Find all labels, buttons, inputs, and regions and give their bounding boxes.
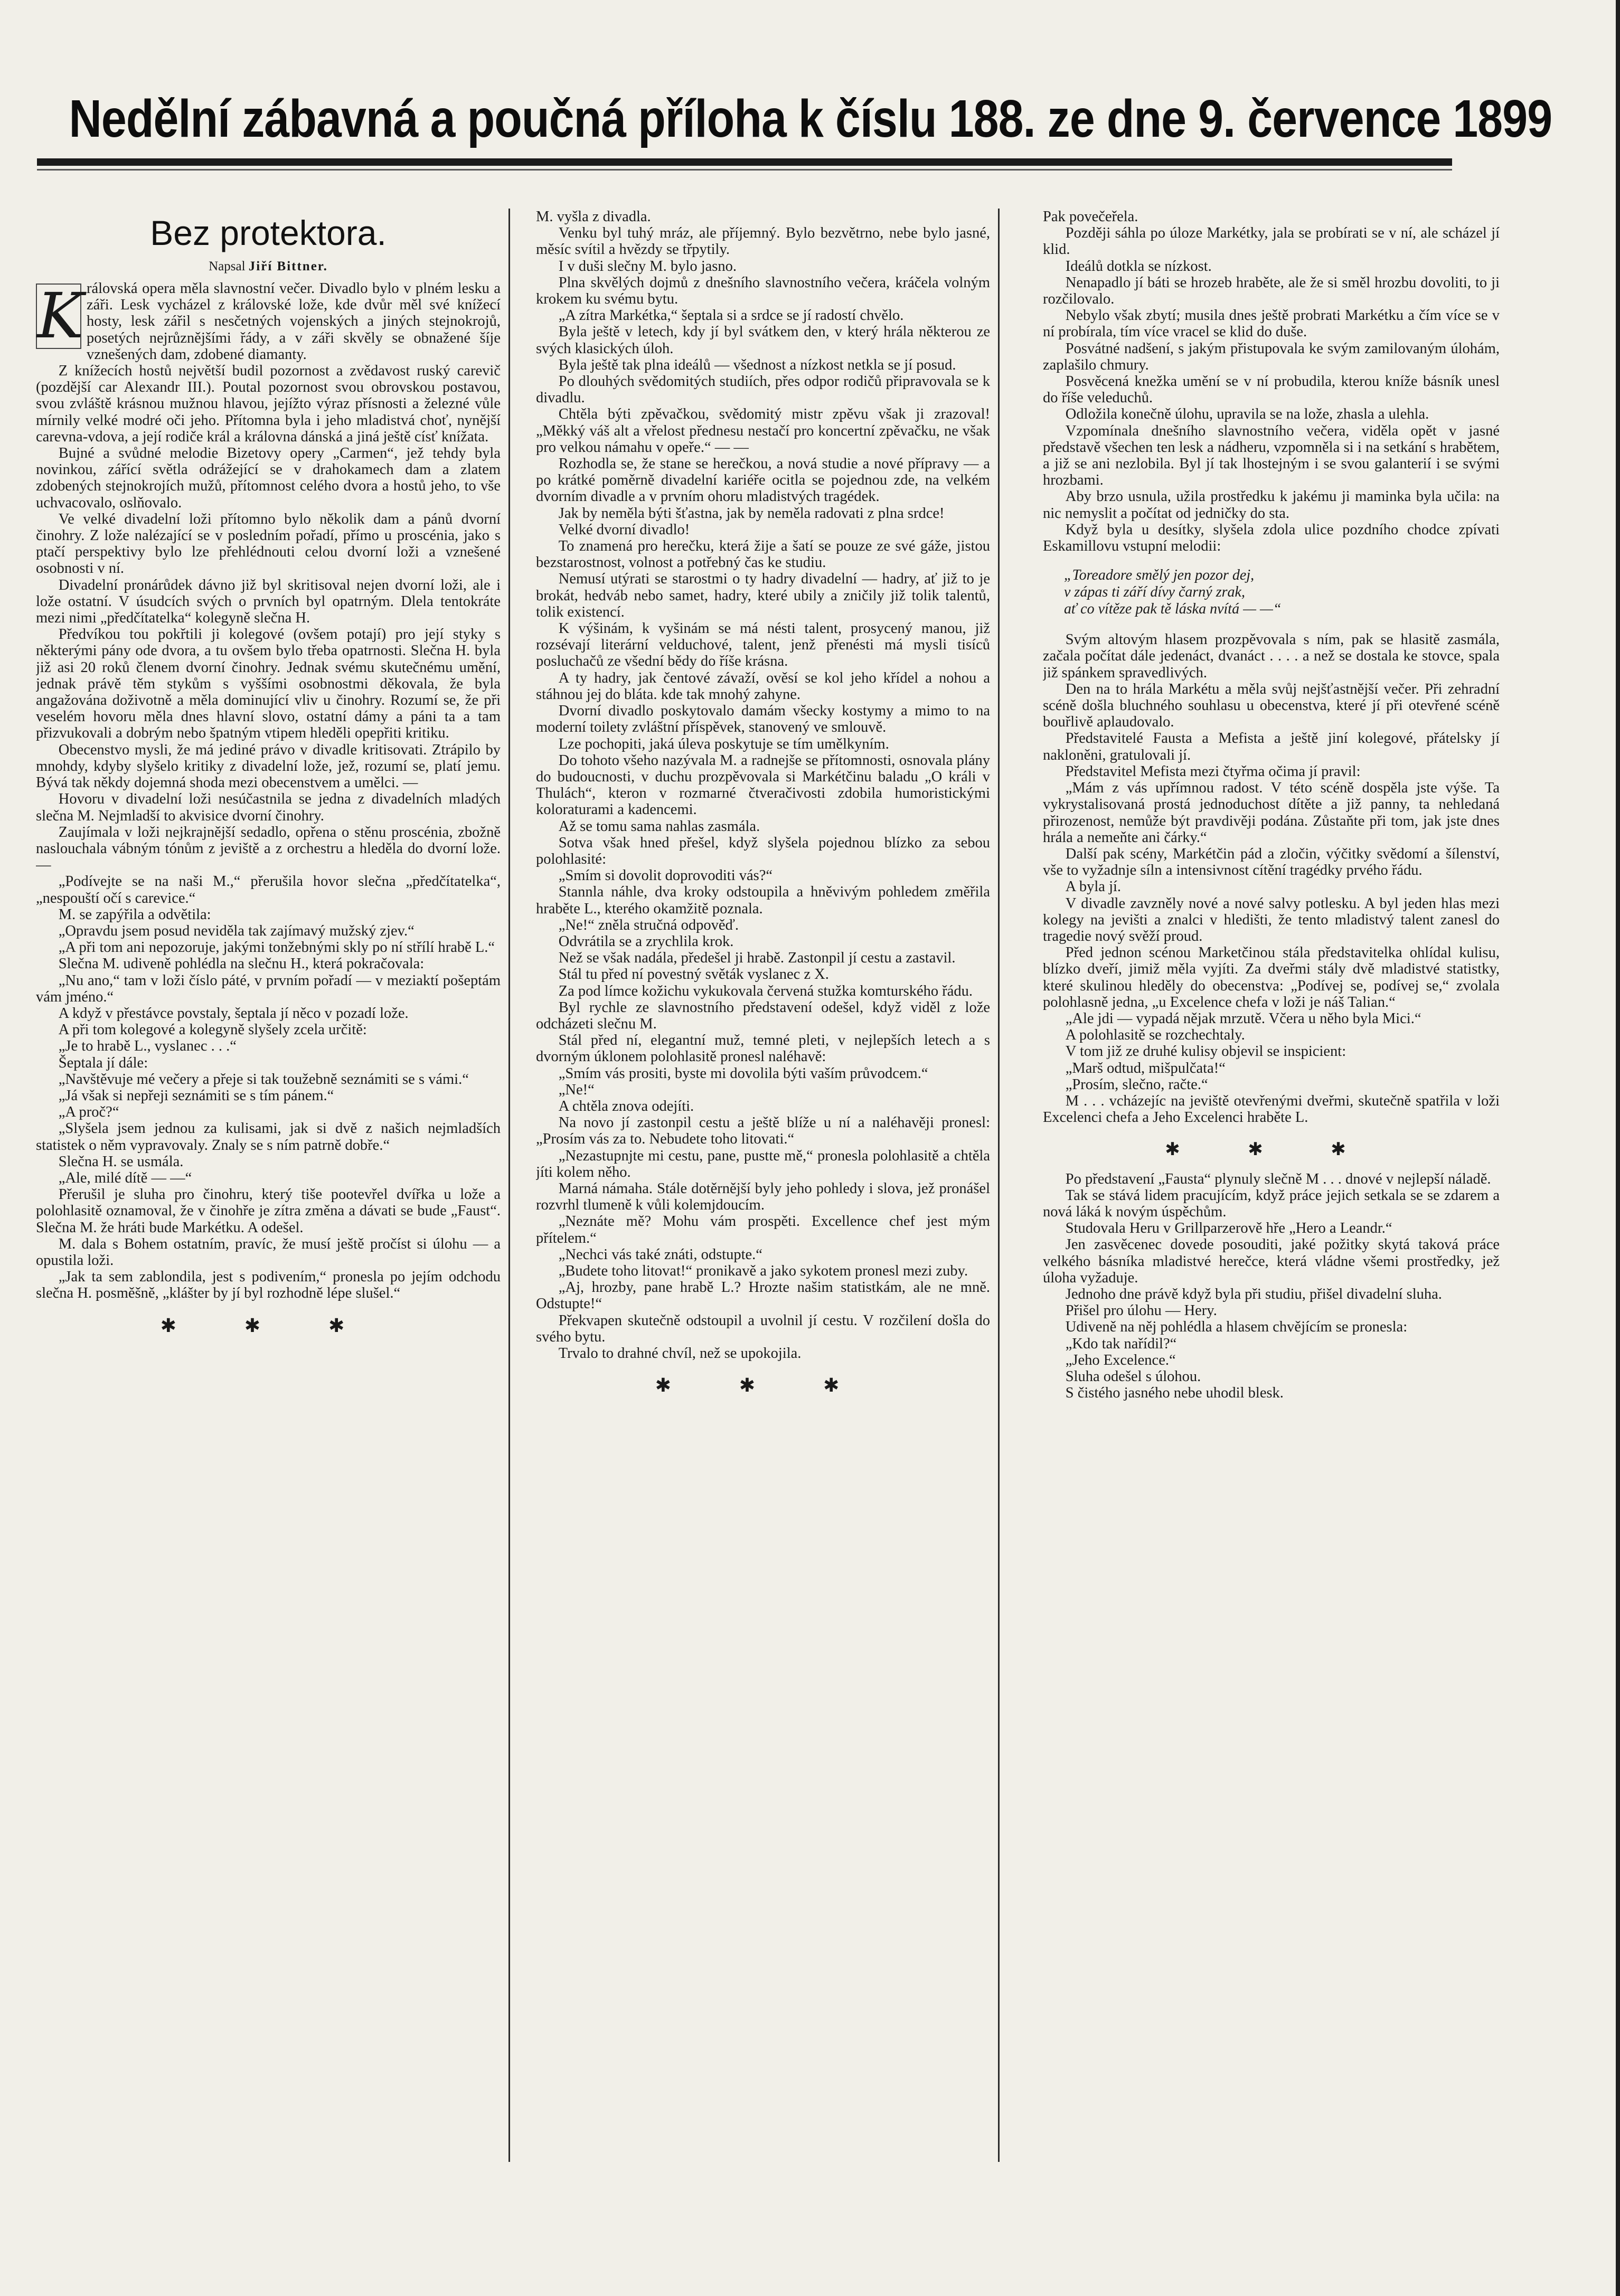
- column-divider: [998, 209, 1000, 2162]
- paragraph: „Ale jdi — vypadá nějak mrzutě. Včera u něho byla Mici.“: [1065, 1010, 1421, 1027]
- paragraph: Jednoho dne právě když byla při studiu, přišel divadelní sluha.: [1065, 1286, 1442, 1302]
- paragraph: Nenapadlo jí báti se hrozeb hraběte, ale že si směl hrozbu dovoliti, to ji rozčilovalo.: [1043, 274, 1500, 308]
- paragraph: Odvrátila se a zrychlila krok.: [558, 933, 734, 950]
- paragraph: „Slyšela jsem jednou za kulisami, jak si dvě z našich nejmladších statistek o něm vypravovaly. Znaly se s ním patrně dobře.“: [36, 1120, 501, 1154]
- paragraph: „A proč?“: [58, 1104, 119, 1121]
- paragraph: M. vyšla z divadla.: [536, 209, 651, 225]
- paragraph: A byla jí.: [1065, 878, 1122, 895]
- paragraph: Marná námaha. Stále dotěrnější byly jeho pohledy i slova, jež pronášel rozvrhl tlumeně k vůli kolemjdoucím.: [536, 1180, 990, 1214]
- paragraph: Do tohoto všeho nazývala M. a radnejše se přítomnosti, osnovala plány do budoucnosti, v duchu prozpěvovala si Markétčinu baladu „O králi v Thulách“, kteron v rozmarné čtveračivosti zdobila humoristickými koloraturami a kadencemi.: [536, 752, 990, 818]
- paragraph: „Aj, hrozby, pane hrabě L.? Hrozte našim statistkám, ale ne mně. Odstupte!“: [536, 1279, 990, 1312]
- paragraph: Přerušil je sluha pro činohru, který tiše pootevřel dvířka u lože a polohlasitě oznamoval, že v činohře je zítra změna a dávati se bude „Faust“. Slečna M. že hráti bude Markétku. A odešel.: [36, 1186, 501, 1236]
- paragraph: Přišel pro úlohu — Hery.: [1065, 1302, 1217, 1319]
- paragraph: A chtěla znova odejíti.: [558, 1098, 694, 1114]
- paragraph: Plna skvělých dojmů z dnešního slavnostního večera, kráčela volným krokem ku svému bytu.: [536, 274, 990, 308]
- masthead-rule-thin: [37, 169, 1452, 171]
- paragraph: Stannla náhle, dva kroky odstoupila a hněvivým pohledem změřila hraběte L., kterého okamžitě poznala.: [536, 884, 990, 917]
- paragraph: A když v přestávce povstaly, šeptala jí něco v pozadí lože.: [58, 1005, 409, 1022]
- paragraph: Bujné a svůdné melodie Bizetovy opery „Carmen“, jež tehdy byla novinkou, zářící světla odrážející se v drahokamech dam a zlatem zdobených stejnokrojích mužů, přítomnost celého dvora a hostů jeho, to vše uchvacovalo, oslňovalo.: [36, 445, 501, 511]
- paragraph: „A při tom ani nepozoruje, jakými tonžebnými skly po ní střílí hrabě L.“: [58, 939, 495, 956]
- paragraph: Za pod límce kožichu vykukovala červená stužka komturského řádu.: [558, 982, 973, 999]
- paragraph: Odložila konečně úlohu, upravila se na lože, zhasla a ulehla.: [1065, 406, 1429, 423]
- column-3: [1043, 209, 1500, 2151]
- paragraph: Šeptala jí dále:: [58, 1054, 148, 1071]
- column-3-body-a: [1043, 209, 1500, 554]
- paragraph: I v duši slečny M. bylo jasno.: [558, 258, 737, 275]
- paragraph: „Nechci vás také znáti, odstupte.“: [558, 1246, 762, 1263]
- paragraph: „Podívejte se na naši M.,“ přerušila hovor slečna „předčítatelka“, „nespouští očí s carevice.“: [36, 873, 501, 906]
- paragraph: „Smím si dovolit doprovoditi vás?“: [558, 867, 773, 884]
- paragraph: Byla ještě tak plna ideálů — všednost a nízkost netkla se jí posud.: [558, 356, 956, 373]
- paragraph: Den na to hrála Markétu a měla svůj nejšťastnější večer. Při zehradní scéně došla bluchného souhlasu u obecenstva, které jí při otevřené scéně bouřlivě aplaudovalo.: [1043, 681, 1500, 731]
- paragraph: „Prosím, slečno, račte.“: [1065, 1076, 1208, 1093]
- paragraph: Velké dvorní divadlo!: [558, 521, 690, 538]
- paragraph: Ve velké divadelní loži přítomno bylo několik dam a pánů dvorní činohry. Z lože nalézající se v posledním pořadí, přímo u proscénia, jako s ptačí perspektivy bylo lze přehlédnouti celou dvorní loži a vznešené osobnosti v ní.: [36, 511, 501, 577]
- scan-edge: [1616, 0, 1620, 2296]
- paragraph: rálovská opera měla slavnostní večer. Divadlo bylo v plném lesku a záři. Lesk vycházel z královské lože, kde dvůr měl své knížecí hosty, lesk zářil s nesčetných vojenských a jiných stejnokrojů, posetých nejrůznějšími řády, a v záři skvěly se obnažené šíje vznešených dam, zdobené diamanty.: [87, 280, 501, 363]
- paragraph: „Já však si nepřeji seznámiti se s tím pánem.“: [58, 1087, 334, 1104]
- paragraph: Dvorní divadlo poskytovalo damám všecky kostymy a mimo to na moderní toilety zvláštní příspěvek, stanovený ve smlouvě.: [536, 703, 990, 736]
- paragraph: M . . . vcházejíc na jeviště otevřenými dveřmi, skutečně spatřila v loži Excelenci chefa a Jeho Excelenci hraběte L.: [1043, 1092, 1500, 1126]
- paragraph: M. dala s Bohem ostatním, pravíc, že musí ještě pročíst si úlohu — a opustila loži.: [36, 1235, 501, 1269]
- paragraph: „Opravdu jsem posud neviděla tak zajímavý mužský zjev.“: [58, 922, 415, 939]
- paragraph: Tak se stává lidem pracujícím, když práce jejich setkala se se zdarem a nová láká k novým úspěchům.: [1043, 1187, 1500, 1220]
- paragraph: Po představení „Fausta“ plynuly slečně M . . . dnové v nejlepší náladě.: [1065, 1170, 1491, 1187]
- paragraph: Překvapen skutečně odstoupil a uvolnil jí cestu. V rozčilení došla do svého bytu.: [536, 1312, 990, 1345]
- paragraph: K výšinám, k vyšinám se má nésti talent, prosycený manou, již rozsévají literární velduchové, talent, jenž přenésti má mysli tisíců posluchačů ze všední bědy do říše krásna.: [536, 620, 990, 670]
- masthead-title: Nedělní zábavná a poučná příloha k číslu 188. ze dne 9. července 1899: [69, 89, 1552, 148]
- paragraph: „Jeho Excelence.“: [1065, 1352, 1176, 1368]
- masthead: [32, 79, 1589, 158]
- paragraph: Divadelní pronárůdek dávno již byl skritisoval nejen dvorní loži, ale i lože ostatní. V úsudcích svých o prvních byl opatrným. Dlela tentokráte mezi nimi „předčítatelka“ kolegyně slečna H.: [36, 577, 501, 627]
- paragraph: Obecenstvo mysli, že má jediné právo v divadle kritisovati. Ztrápilo by mnohdy, kdyby slyšelo kritiky z divadelní lože, jež, rozumí se, platí jemu. Bývá tak někdy dojemná shoda mezi obecenstvem a umělci. —: [36, 741, 501, 791]
- drop-cap: K: [37, 279, 84, 352]
- column-3-body-b: [1043, 631, 1500, 1126]
- paragraph: „Ne!“ zněla stručná odpověď.: [558, 916, 739, 933]
- paragraph: Představitel Mefista mezi čtyřma očima jí pravil:: [1065, 763, 1361, 780]
- paragraph: Lze pochopiti, jaká úleva poskytuje se tím umělkyním.: [558, 735, 889, 752]
- paragraph: Aby brzo usnula, užila prostředku k jakému ji maminka byla učila: na nic nemyslit a počítat od jedničky do sta.: [1043, 488, 1500, 522]
- paragraph: Chtěla býti zpěvačkou, svědomitý mistr zpěvu však ji zrazoval! „Měkký váš alt a vřelost přednesu nestačí pro koncertní zpěvačku, ne však pro velkou námahu v opeře.“ — —: [536, 406, 990, 456]
- paragraph: Udiveně na něj pohlédla a hlasem chvějícím se pronesla:: [1065, 1319, 1408, 1336]
- paragraph: Ideálů dotkla se nízkost.: [1065, 258, 1212, 275]
- paragraph: Jen zasvěcenec dovede posouditi, jaké požitky skytá taková práce velkého básníka mladistvé herečce, která vládne všemi prostředky, jež úloha vyžaduje.: [1043, 1236, 1500, 1286]
- byline-author: Jiří Bittner.: [248, 259, 328, 273]
- paragraph: „Je to hrabě L., vyslanec . . .“: [58, 1038, 237, 1055]
- byline-prefix: Napsal: [209, 259, 246, 273]
- paragraph: Sotva však hned přešel, když slyšela pojednou blízko za sebou polohlasité:: [536, 834, 990, 867]
- section-separator: ✱ ✱ ✱: [655, 1375, 871, 1396]
- paragraph: Než se však nadála, předešel ji hrabě. Zastonpil jí cestu a zastavil.: [558, 950, 956, 967]
- paragraph: Slečna M. udiveně pohlédla na slečnu H., která pokračovala:: [58, 956, 425, 972]
- column-3-body-c: [1043, 1171, 1500, 1402]
- column-1-body: [36, 280, 501, 1334]
- paragraph: Svým altovým hlasem prozpěvovala s ním, pak se hlasitě zasmála, začala počítat dále jedenáct, dvanáct . . . . a než se dostala ke stovce, spala již spánkem spravedlivých.: [1043, 631, 1500, 681]
- paragraph: Venku byl tuhý mráz, ale příjemný. Bylo bezvětrno, nebe bylo jasné, měsíc svítil a hvězdy se třpytily.: [536, 225, 990, 258]
- paragraph: Vzpomínala dnešního slavnostního večera, viděla opět v jasné představě všechen ten lesk a nádheru, vzpomněla si i na setkání s hrabětem, a již se ani nezlobila. Byl jí tak lhostejným i se svou galanterií i se svými hrozbami.: [1043, 422, 1500, 489]
- paragraph: Zaujímala v loži nejkrajnější sedadlo, opřena o stěnu proscénia, zbožně naslouchala vábným tónům z jeviště a z orchestru a hleděla do dvorní lože. —: [36, 824, 501, 874]
- paragraph: Nebylo však zbytí; musila dnes ještě probrati Markétku a čím více se v ní probírala, tím více vracel se klid do duše.: [1043, 307, 1500, 341]
- paragraph: Sluha odešel s úlohou.: [1065, 1368, 1201, 1385]
- masthead-rule-thick: [37, 158, 1452, 166]
- paragraph: Předvíkou tou pokřtili ji kolegové (ovšem potají) pro její styky s některými pány ode dvora, a tu ovšem bylo třeba opatrnosti. Slečna H. byla již asi 20 roků členem dvorní činohry. Jednak svému skutečnému umění, jednak právě těm stykům s vyššími osobnostmi děkovala, že byla angažována doživotně a měla dominující vliv u činohry. Rozumí se, že při veselém hovoru měla dnes hlavní slovo, ostatní dámy a páni ta a tam přizvukovali a dobrým nebo špatným vtipem hleděli opepřiti kritiku.: [36, 626, 501, 742]
- paragraph: Trvalo to drahné chvíl, než se upokojila.: [558, 1345, 802, 1362]
- paragraph: S čistého jasného nebe uhodil blesk.: [1065, 1385, 1284, 1402]
- paragraph: Představitelé Fausta a Mefista a ještě jiní kolegové, přátelsky jí nakloněni, gratulovali jí.: [1043, 730, 1500, 763]
- paragraph: Rozhodla se, že stane se herečkou, a nová studie a nové přípravy — a po krátké poměrně divadelní kariéře ocitla se pojednou zde, na velkém dvorním divadle a v prvním ohoru mladistvých tragédek.: [536, 456, 990, 505]
- paragraph: Hovoru v divadelní loži nesúčastnila se jedna z divadelních mladých slečna M. Nejmladší to akvisice dvorní činohry.: [36, 791, 501, 824]
- column-2-body: [536, 209, 990, 1394]
- paragraph: A při tom kolegové a kolegyně slyšely zcela určitě:: [58, 1022, 367, 1038]
- paragraph: Nemusí utýrati se starostmi o ty hadry divadelní — hadry, ať již to je brokát, hedváb nebo samet, hadry, které ubily a zničily již tolik talentů, tolik existencí.: [536, 571, 990, 620]
- paragraph: Pak povečeřela.: [1043, 209, 1138, 225]
- paragraph: Po dlouhých svědomitých studiích, přes odpor rodičů připravovala se k divadlu.: [536, 373, 990, 407]
- paragraph: Další pak scény, Markétčin pád a zločin, výčitky svědomí a šílenství, vše to vyžadnje síln a intensivnost cítění tragédky prvého řádu.: [1043, 845, 1500, 879]
- verse-line: ať co vítěze pak tě láska nvítá — —“: [1064, 601, 1282, 618]
- paragraph: „Budete toho litovat!“ pronikavě a jako sykotem pronesl mezi zuby.: [558, 1263, 968, 1279]
- verse-line: v zápas ti září dívy čarný zrak,: [1064, 584, 1245, 601]
- paragraph: „Kdo tak nařídil?“: [1065, 1335, 1177, 1352]
- paragraph: „Nu ano,“ tam v loži číslo páté, v prvním pořadí — v meziaktí pošeptám vám jméno.“: [36, 972, 501, 1005]
- byline: [36, 257, 501, 276]
- paragraph: Když byla u desítky, slyšela zdola ulice pozdního chodce zpívati Eskamillovu vstupní melodii:: [1043, 521, 1500, 555]
- paragraph: Na novo jí zastonpil cestu a ještě blíže u ní a naléhavěji pronesl: „Prosím vás za to. Nebudete toho litovati.“: [536, 1114, 990, 1148]
- paragraph: V divadle zavzněly nové a nové salvy potlesku. A byl jeden hlas mezi kolegy na jevišti a znalci v hledišti, že tento mladistvý talent zanesl do tragedie nový svěží proud.: [1043, 895, 1500, 944]
- paragraph: „Jak ta sem zablondila, jest s podivením,“ pronesla po jejím odchodu slečna H. posměšně, „klášter by jí byl rozhodně lépe slušel.“: [36, 1269, 501, 1302]
- paragraph: „Ale, milé dítě — —“: [58, 1169, 192, 1186]
- section-separator: ✱ ✱ ✱: [1165, 1140, 1378, 1160]
- paragraph: Stál před ní, elegantní muž, temné pleti, v nejlepších letech a s dvorným úklonem polohlasitě pronesl naléhavě:: [536, 1032, 990, 1065]
- paragraph: Byl rychle ze slavnostního představení odešel, když viděl z lože odcházeti slečnu M.: [536, 999, 990, 1032]
- paragraph: Byla ještě v letech, kdy jí byl svátkem den, v který hrála některou ze svých klasických úloh.: [536, 324, 990, 357]
- column-divider: [508, 209, 510, 2162]
- paragraph: „Marš odtud, mišpulčata!“: [1065, 1060, 1226, 1076]
- section-separator: ✱ ✱ ✱: [160, 1315, 376, 1336]
- paragraph: M. se zapýřila a odvětila:: [58, 906, 211, 923]
- paragraph: Až se tomu sama nahlas zasmála.: [558, 818, 760, 835]
- paragraph: „Navštěvuje mé večery a přeje si tak toužebně seznámiti se s vámi.“: [58, 1071, 469, 1088]
- song-verse: [1064, 567, 1500, 618]
- paragraph: „A zítra Markétka,“ šeptala si a srdce se jí radostí chvělo.: [558, 307, 904, 324]
- article-title: Bez protektora.: [150, 213, 387, 252]
- paragraph: Stál tu před ní povestný světák vyslanec z X.: [558, 966, 829, 983]
- paragraph: To znamená pro herečku, která žije a šatí se pouze ze své gáže, jistou bezstarostnost, volnost a potřebný čas ke studiu.: [536, 538, 990, 571]
- paragraph: „Neznáte mě? Mohu vám prospěti. Excellence chef jest mým přítelem.“: [536, 1213, 990, 1246]
- paragraph: A polohlasitě se rozchechtaly.: [1065, 1027, 1245, 1044]
- paragraph: A ty hadry, jak čentové závaží, ověsí se kol jeho křídel a nohou a stáhnou jej do bláta. kde tak mnohý zahyne.: [536, 669, 990, 703]
- paragraph: „Ne!“: [558, 1081, 595, 1098]
- paragraph: „Mám z vás upřímnou radost. V této scéně dospěla jste výše. Ta vykrystalisovaná prostá jednoduchost dítěte a již panny, ta nehledaná přirozenost, nemůže být pravdivěji podána. Zůstaňte při tom, jak jste dnes hrála a nemeňte ani čárky.“: [1043, 780, 1500, 846]
- verse-line: „Toreadore smělý jen pozor dej,: [1064, 567, 1255, 584]
- paragraph: Z knížecích hostů největší budil pozornost a zvědavost ruský carevič (pozdější car Alexandr III.). Poutal pozornost svou obrovskou postavou, svou zvláště krásnou mužnou hlavou, jejížto výraz přísnosti a železné vůle mírnily velké modré oči jeho. Přítomna byla i jeho mladistvá choť, nynější carevna-vdova, a její rodiče král a královna dánská a jiná ještě císť knížata.: [36, 363, 501, 445]
- paragraph: Později sáhla po úloze Markétky, jala se probírati se v ní, ale scházel jí klid.: [1043, 225, 1500, 258]
- paragraph: Slečna H. se usmála.: [58, 1153, 184, 1170]
- paragraph: Před jednon scénou Marketčinou stála představitelka ohlídal kulisu, blízko dveří, jimiž měla vyjíti. Za dveřmi stály dvě mladistvé statistky, které skulinou hleděly do obecenstva: „Podívej se, podívej se,“ zvolala polohlasně jedna, „u Excelence chefa v loži je náš Talian.“: [1043, 944, 1500, 1010]
- paragraph: Posvátné nadšení, s jakým přistupovala ke svým zamilovaným úlohám, zaplašilo chmury.: [1043, 340, 1500, 373]
- column-2: [536, 209, 990, 2151]
- column-1: [36, 209, 501, 2151]
- paragraph: V tom již ze druhé kulisy objevil se inspicient:: [1065, 1043, 1346, 1060]
- paragraph: „Nezastupnjte mi cestu, pane, pustte mě,“ pronesla polohlasitě a chtěla jíti kolem něho.: [536, 1147, 990, 1180]
- paragraph: „Smím vás prositi, byste mi dovolila býti vaším průvodcem.“: [558, 1065, 928, 1082]
- paragraph: Posvěcená knežka umění se v ní probudila, kterou kníže básník unesl do říše veleduchů.: [1043, 373, 1500, 407]
- paragraph: Studovala Heru v Grillparzerově hře „Hero a Leandr.“: [1065, 1220, 1392, 1237]
- paragraph: Jak by neměla býti šťastna, jak by neměla radovati z plna srdce!: [558, 505, 945, 522]
